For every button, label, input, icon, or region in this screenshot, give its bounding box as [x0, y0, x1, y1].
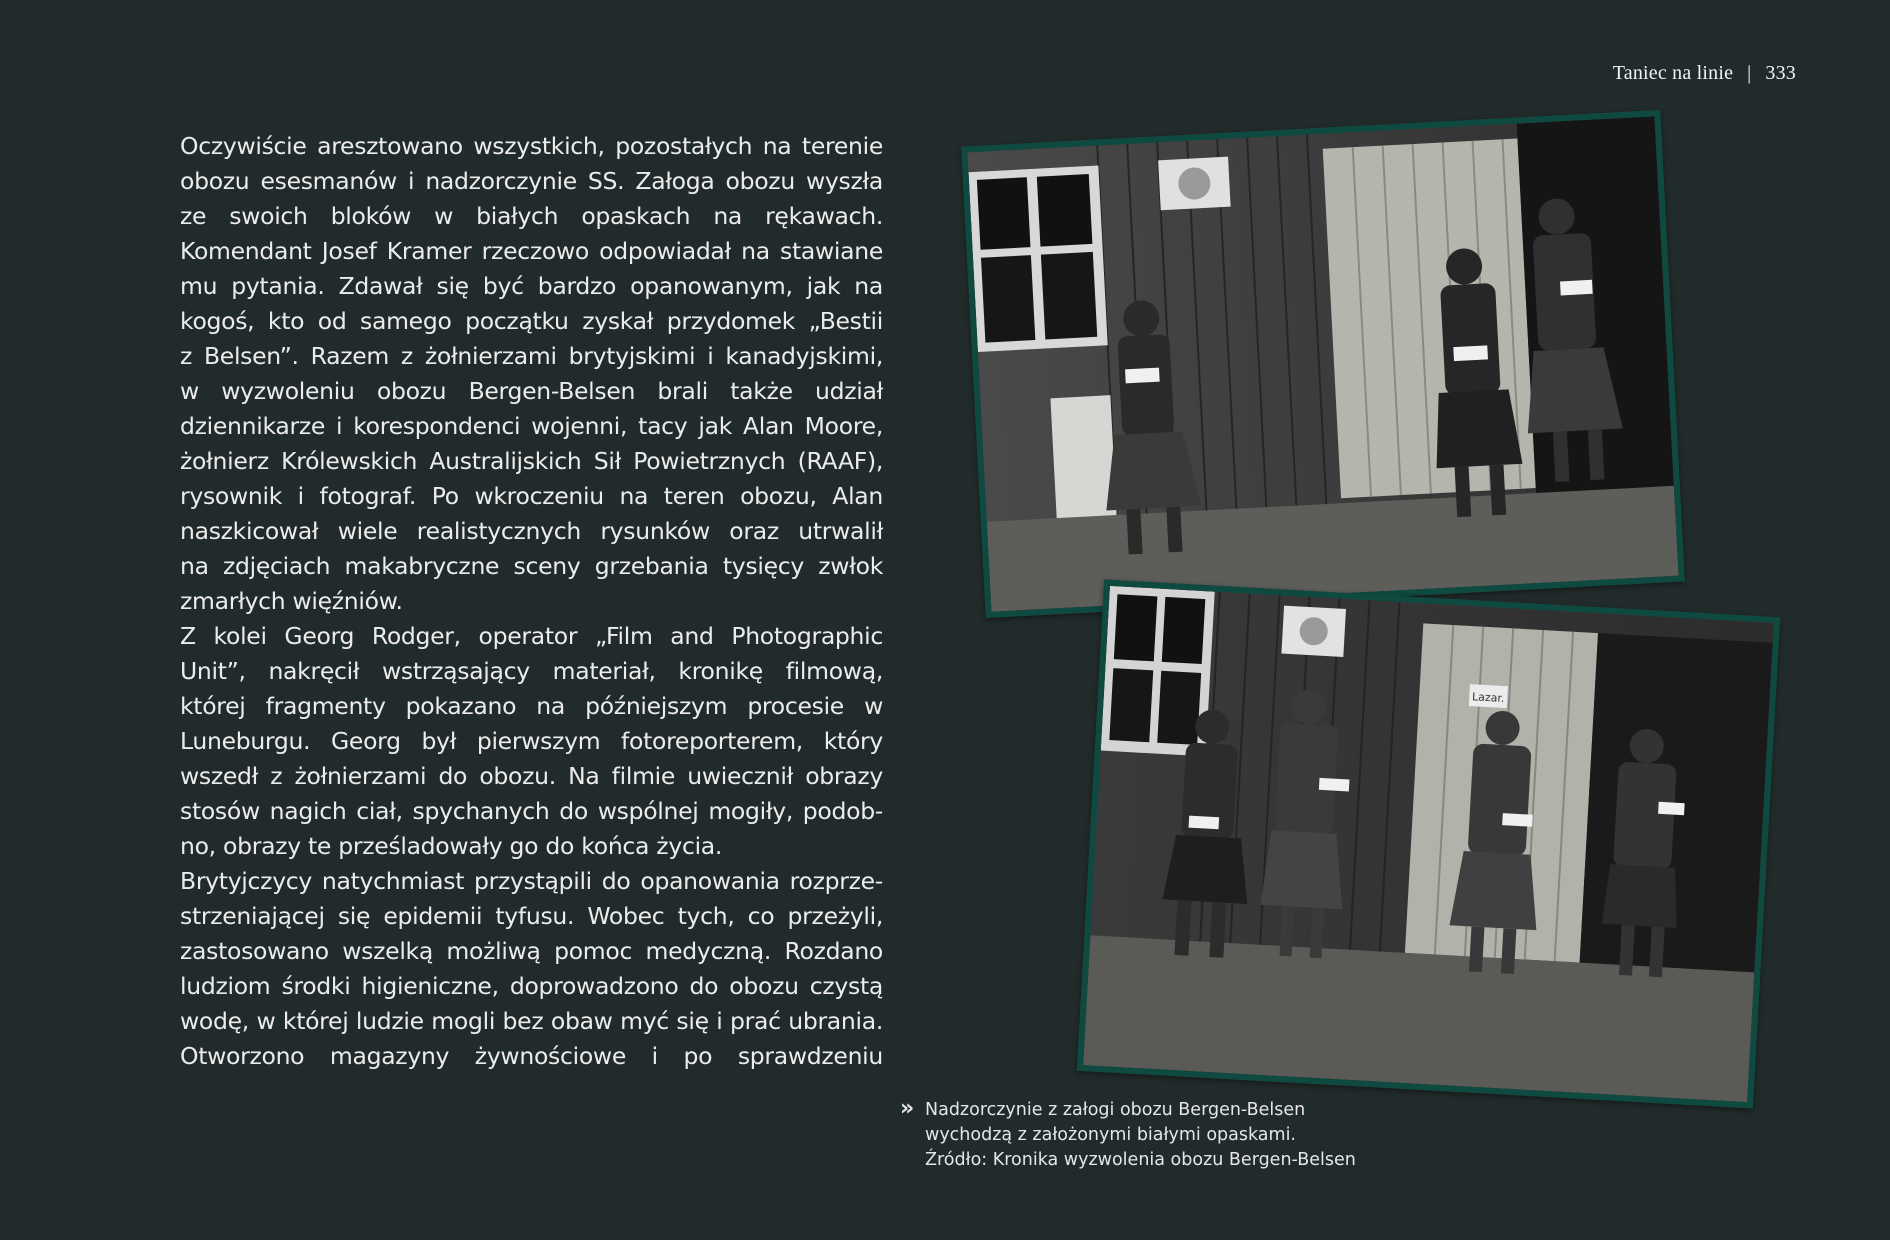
chapter-title: Taniec na linie: [1612, 62, 1734, 84]
caption-line: Źródło: Kronika wyzwolenia obozu Bergen-Belsen: [925, 1150, 1356, 1170]
paragraph-line: mu pytania. Zdawał się być bardzo opanowanym, jak na: [180, 272, 883, 300]
paragraph-line: ze swoich bloków w białych opaskach na rękawach.: [180, 202, 883, 230]
paragraph-line: wodę, w której ludzie mogli bez obaw myć się i prać ubrania.: [180, 1007, 883, 1035]
paragraph-line: no, obrazy te prześladowały go do końca życia.: [180, 832, 723, 860]
paragraph-line: Luneburgu. Georg był pierwszym fotoreporterem, który: [180, 727, 883, 755]
paragraph-line: stosów nagich ciał, spychanych do wspólnej mogiły, podob-: [180, 797, 883, 825]
photo-guards-exiting-barrack: [961, 110, 1685, 618]
photo-guards-walking-past-barrack: [1077, 579, 1780, 1108]
paragraph-line: zmarłych więźniów.: [180, 587, 403, 615]
paragraph-line: Brytyjczycy natychmiast przystąpili do opanowania rozprze-: [180, 867, 883, 895]
photo-1-illustration: [967, 116, 1678, 611]
photo-2-illustration: [1083, 586, 1774, 1102]
paragraph-line: Z kolei Georg Rodger, operator „Film and Photographic: [180, 622, 883, 650]
paragraph-line: żołnierz Królewskich Australijskich Sił Powietrznych (RAAF),: [180, 447, 883, 475]
paragraph-line: Oczywiście aresztowano wszystkich, pozostałych na terenie: [180, 132, 883, 160]
paragraph-line: Unit”, nakręcił wstrząsający materiał, kronikę filmową,: [180, 657, 883, 685]
page-number: 333: [1765, 62, 1796, 84]
photo-caption: [900, 1098, 1356, 1173]
paragraph-line: naszkicował wiele realistycznych rysunków oraz utrwalił: [180, 517, 883, 545]
paragraph-line: wszedł z żołnierzami do obozu. Na filmie uwiecznił obrazy: [180, 762, 883, 790]
caption-line: Nadzorczynie z załogi obozu Bergen-Belsen: [925, 1100, 1306, 1120]
door-sign-text: Lazar.: [1471, 690, 1505, 706]
running-header: [1613, 62, 1796, 85]
paragraph-line: dziennikarze i korespondenci wojenni, tacy jak Alan Moore,: [180, 412, 883, 440]
paragraph-line: w wyzwoleniu obozu Bergen-Belsen brali także udział: [180, 377, 883, 405]
paragraph-line: na zdjęciach makabryczne sceny grzebania tysięcy zwłok: [180, 552, 883, 580]
paragraph-line: rysownik i fotograf. Po wkroczeniu na teren obozu, Alan: [180, 482, 883, 510]
header-separator: |: [1747, 62, 1752, 84]
paragraph-line: kogoś, kto od samego początku zyskał przydomek „Bestii: [180, 307, 883, 335]
caption-marker: »: [900, 1096, 915, 1121]
paragraph-line: ludziom środki higieniczne, doprowadzono do obozu czystą: [180, 972, 883, 1000]
paragraph-line: Otworzono magazyny żywnościowe i po sprawdzeniu: [180, 1042, 883, 1070]
paragraph-line: zastosowano wszelką możliwą pomoc medyczną. Rozdano: [180, 937, 883, 965]
paragraph-line: Komendant Josef Kramer rzeczowo odpowiadał na stawiane: [180, 237, 883, 265]
paragraph-line: której fragmenty pokazano na późniejszym procesie w: [180, 692, 883, 720]
paragraph-line: strzeniającej się epidemii tyfusu. Wobec tych, co przeżyli,: [180, 902, 883, 930]
paragraph-line: obozu esesmanów i nadzorczynie SS. Załoga obozu wyszła: [180, 167, 883, 195]
paragraph-line: z Belsen”. Razem z żołnierzami brytyjskimi i kanadyjskimi,: [180, 342, 883, 370]
body-text: [180, 129, 883, 1074]
caption-line: wychodzą z założonymi białymi opaskami.: [925, 1125, 1296, 1145]
